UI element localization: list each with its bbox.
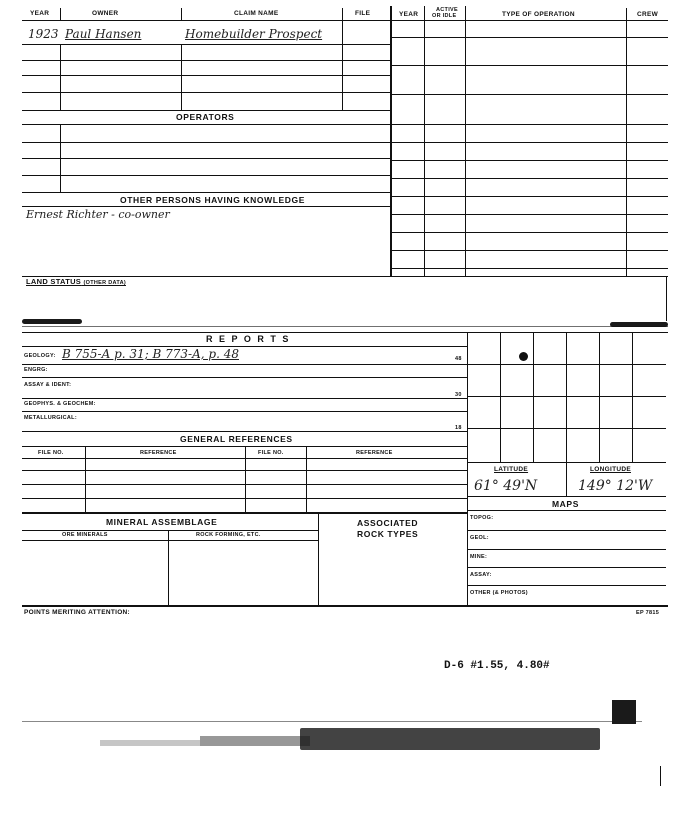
latitude-value: 61° 49'N [474, 478, 538, 494]
other-persons-title: OTHER PERSONS HAVING KNOWLEDGE [120, 195, 306, 205]
other-persons-rule [22, 206, 390, 207]
maps-rule [467, 530, 666, 531]
claim-row-rule [22, 92, 390, 93]
claim-col-rule [181, 44, 182, 110]
form-bottom-rule [22, 605, 668, 607]
assay-label: ASSAY & IDENT: [24, 382, 72, 388]
claim-year: 1923 [28, 27, 59, 41]
land-status-label: LAND STATUS (OTHER DATA) [26, 277, 126, 286]
operators-rule [22, 142, 390, 143]
geology-value: B 755-A p. 31; B 773-A, p. 48 [62, 347, 239, 361]
header-divider [342, 8, 343, 20]
scan-smudge [612, 700, 636, 724]
claim-row-rule [22, 75, 390, 76]
scan-mark [660, 766, 661, 786]
gen-ref-bottom-rule [22, 512, 467, 514]
reports-rule [22, 431, 467, 432]
maps-title: MAPS [552, 499, 579, 509]
operators-col-rule [60, 124, 61, 192]
operators-rule [22, 124, 390, 125]
claim-name-header: CLAIM NAME [234, 10, 279, 17]
header-divider [626, 8, 627, 20]
location-grid-row [467, 364, 666, 365]
latlong-divider [566, 462, 567, 496]
engrg-label: ENGRG: [24, 367, 48, 373]
metallurgical-label: METALLURGICAL: [24, 415, 77, 421]
right-row-rule [392, 65, 668, 66]
file-header: FILE [355, 10, 371, 17]
geology-label: GEOLOGY: [24, 353, 56, 359]
general-references-title: GENERAL REFERENCES [180, 434, 293, 444]
gen-ref-col [245, 446, 246, 512]
maps-topog-label: TOPOG: [470, 515, 494, 521]
right-row-rule [392, 232, 668, 233]
location-grid-col [533, 332, 534, 462]
claim-row-rule [22, 44, 390, 45]
reports-rule [22, 411, 467, 412]
gen-ref-ref-header: REFERENCE [140, 450, 177, 456]
longitude-label: LONGITUDE [590, 466, 631, 473]
ore-minerals-header: ORE MINERALS [62, 532, 108, 538]
associated-line1: ASSOCIATED [357, 518, 419, 528]
active-header: ACTIVE [436, 7, 458, 13]
right-table-left-border [390, 6, 392, 276]
other-persons-top-rule [22, 192, 390, 193]
maps-rule [467, 567, 666, 568]
right-row-rule [392, 214, 668, 215]
gen-ref-file2-header: FILE NO. [258, 450, 284, 456]
reports-title: R E P O R T S [206, 334, 291, 344]
year-header: YEAR [30, 10, 50, 17]
report-num-30: 30 [455, 392, 462, 398]
operators-rule [22, 158, 390, 159]
scan-smudge [300, 728, 600, 750]
typed-stamp: D-6 #1.55, 4.80# [444, 660, 550, 672]
right-row-rule [392, 37, 668, 38]
location-grid-row [467, 428, 666, 429]
mineral-rule [22, 530, 318, 531]
right-table-col [465, 6, 466, 276]
location-dot-icon [519, 352, 528, 361]
maps-other-label: OTHER (& PHOTOS) [470, 590, 528, 596]
maps-mine-label: MINE: [470, 554, 488, 560]
maps-assay-label: ASSAY: [470, 572, 492, 578]
gen-ref-col [85, 446, 86, 512]
claim-name: Homebuilder Prospect [185, 27, 323, 41]
scan-smudge [22, 319, 82, 324]
other-person-entry: Ernest Richter - co-owner [26, 208, 170, 221]
scan-smudge [200, 736, 310, 746]
header-divider [60, 8, 61, 20]
gen-ref-ref2-header: REFERENCE [356, 450, 393, 456]
right-row-rule [392, 196, 668, 197]
geophys-label: GEOPHYS. & GEOCHEM: [24, 401, 96, 407]
type-of-operation-header: TYPE OF OPERATION [502, 11, 575, 18]
idle-header: OR IDLE [432, 13, 457, 19]
owner-header: OWNER [92, 10, 119, 17]
right-table-col [626, 20, 627, 276]
right-table-col [424, 6, 425, 276]
gen-ref-col [306, 446, 307, 512]
header-bottom-rule [22, 20, 668, 21]
smudged-rule [22, 326, 668, 327]
maps-rule [467, 510, 666, 511]
right-row-rule [392, 124, 668, 125]
location-grid-row [467, 396, 666, 397]
rock-forming-header: ROCK FORMING, ETC. [196, 532, 261, 538]
associated-line2: ROCK TYPES [357, 529, 419, 539]
claim-col-rule [60, 44, 61, 110]
location-grid-col [500, 332, 501, 462]
operators-title: OPERATORS [176, 112, 235, 122]
longitude-value: 149° 12'W [578, 478, 653, 494]
location-left-border [467, 332, 468, 605]
reports-top-rule [22, 332, 668, 333]
mineral-rule [22, 540, 318, 541]
report-num-48: 48 [455, 356, 462, 362]
claim-col-rule [342, 20, 343, 110]
right-row-rule [392, 250, 668, 251]
claim-owner: Paul Hansen [65, 27, 142, 41]
form-number: EP 7815 [636, 610, 660, 616]
year2-header: YEAR [399, 11, 419, 18]
right-row-rule [392, 268, 668, 269]
operators-top-rule [22, 110, 390, 111]
associated-left-border [318, 512, 319, 605]
location-grid-col [566, 332, 567, 462]
scan-band-rule [22, 721, 642, 722]
points-meriting-attention: POINTS MERITING ATTENTION: [24, 609, 131, 616]
latitude-label: LATITUDE [494, 466, 529, 473]
maps-rule [467, 585, 666, 586]
crew-header: CREW [637, 11, 659, 18]
location-grid-col [632, 332, 633, 462]
maps-rule [467, 549, 666, 550]
right-row-rule [392, 178, 668, 179]
operators-rule [22, 175, 390, 176]
report-num-18: 18 [455, 425, 462, 431]
reports-rule [22, 377, 467, 378]
mineral-col [168, 530, 169, 605]
maps-geol-label: GEOL: [470, 535, 489, 541]
location-grid-col [599, 332, 600, 462]
claim-row-rule [22, 60, 390, 61]
gen-ref-file-header: FILE NO. [38, 450, 64, 456]
maps-top-rule [467, 496, 666, 497]
mineral-assemblage-title: MINERAL ASSEMBLAGE [106, 517, 218, 527]
land-status-right-border [666, 276, 667, 321]
right-row-rule [392, 160, 668, 161]
scan-smudge [100, 740, 200, 746]
reports-rule [22, 398, 467, 399]
right-row-rule [392, 142, 668, 143]
right-row-rule [392, 94, 668, 95]
header-divider [181, 8, 182, 20]
reports-rule [22, 364, 467, 365]
